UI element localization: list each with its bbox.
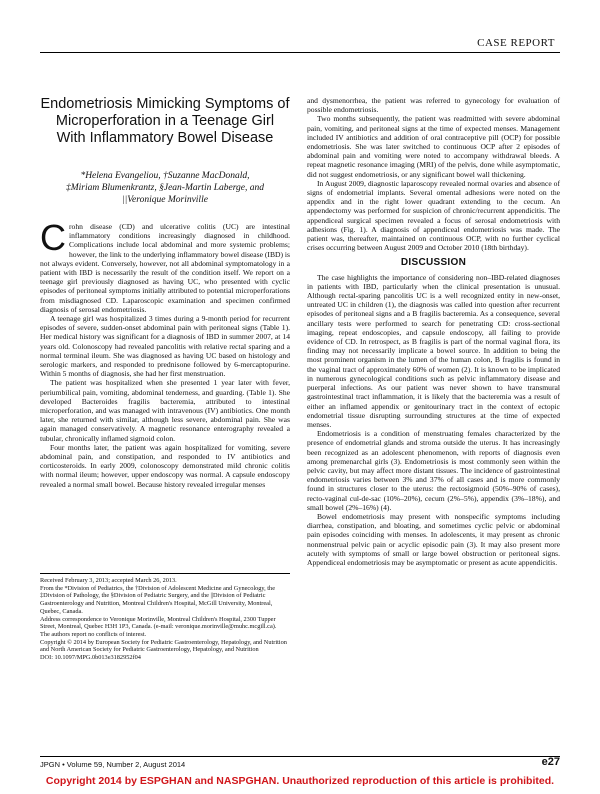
body-paragraph: Bowel endometriosis may present with nonspecific symptoms including diarrhea, constipation, and bloating, and sometimes cyclic pelvic or abdominal pain episodes coinciding with menses. In adolescents, it may present as chronic nonmenstrual pelvic pain or acyclic episodic pain (3). It may also present more acutely with symptoms of small or large bowel obstruction or peritoneal signs. Appendiceal endometriosis may be asymptomatic or present as acute appendicitis. [307, 511, 560, 567]
footnotes [40, 573, 290, 662]
header-rule [40, 52, 560, 53]
body-paragraph: Two months subsequently, the patient was readmitted with severe abdominal pain, vomiting, and peritoneal signs at the time of expected menses. Management included IV antibiotics and addition of oral contraceptive pill (OCP) for possible endometriosis. She was later switched to continuous OCP after 2 episodes of abdominal pain and vomiting were noted to accompany withdrawal bleeds. A repeat magnetic resonance imaging (MRI) of the pelvis, done while asymptomatic, did not suggest endometriosis, or any significant bowel wall thickening. [307, 114, 560, 179]
journal-citation: JPGN • Volume 59, Number 2, August 2014 [40, 760, 186, 769]
footnote: Received February 3, 2013; accepted March 26, 2013. [40, 577, 177, 584]
footnote: Copyright © 2014 by European Society for Pediatric Gastroenterology, Hepatology, and Nutrition and North American Society for Pediatric Gastroenterology, Hepatology, and Nutrition [40, 638, 287, 654]
drop-cap: C [40, 217, 66, 258]
section-label: CASE REPORT [477, 37, 555, 49]
right-column [307, 96, 560, 567]
abstract-text: rohn disease (CD) and ulcerative colitis (UC) are intestinal inflammatory conditions increasingly diagnosed in childhood. Complications include local abdominal and more systemic problems; however, the link to the underlying inflammatory bowel disease (IBD) is not always evident. Conversely, however, not all abdominal symptomatology in a patient with IBD is necessarily the result of the condition itself. We report on a teenage girl previously diagnosed as having UC, who presented with cyclic episodes of peritoneal symptoms initially attributed to potential microperforations from misdiagnosed CD. Laparoscopic examination and specimen confirmed diagnosis of serosal endometriosis. [40, 222, 290, 314]
footnote: Address correspondence to Veronique Morinville, Montreal Children's Hospital, 2300 Tupper Street, Montreal, Quebec H3H 1P3, Canada. (e-mail: veronique.morinville@muhc.mcgill.ca). [40, 615, 277, 631]
footnote: The authors report no conflicts of interest. [40, 630, 147, 638]
body-paragraph: Four months later, the patient was again hospitalized for vomiting, severe abdominal pain, and constipation, and responded to IV antibiotics and corticosteroids. In early 2009, colonoscopy demonstrated mild chronic colitis with normal ileum; however, upper endoscopy was normal. A capsule endoscopy revealed a normal small bowel. Because history revealed irregular menses [40, 442, 290, 489]
author-line: ‡Miriam Blumenkrantz, §Jean-Martin Laberge, and [65, 183, 265, 193]
article-title: Endometriosis Mimicking Symptoms of Microperforation in a Teenage Girl With Inflammatory Bowel Disease [40, 96, 290, 146]
discussion-heading: DISCUSSION [400, 257, 467, 269]
body-paragraph: The case highlights the importance of considering non–IBD-related diagnoses in patients with IBD, particularly when the clinical presentation is unusual. Although rectal-sparing pancolitis UC is a well recognized entity in new-onset, untreated UC in children (1), the diagnosis was called into question after recurrent episodes of peritoneal signs and a B fragilis bacteremia. As a consequence, several ancillary tests were performed to search for penetrating CD: cross-sectional imaging, repeat endoscopies, and capsule endoscopy, all failing to provide evidence of CD. In retrospect, as B fragilis is part of the normal vaginal flora, its finding may not necessarily implicate a bowel source. In addition to being the most prominent organism in the lumen of the human colon, B fragilis is found in the vaginal tract of approximately 60% of women (2). It is known to be implicated in numerous gynecological conditions such as pelvic inflammatory disease and puerperal infections. As our patient was never shown to have transmural gastrointestinal tract inflammation, it is likely that the bacteremia was a result of either an inflamed appendix or genitourinary tract in the context of ectopic endometrial tissue disrupting surrounding structures at the time of expected menses. [307, 272, 560, 429]
left-column [40, 217, 290, 489]
body-paragraph: The patient was hospitalized when she presented 1 year later with fever, periumbilical pain, vomiting, abdominal tenderness, and guarding. (Table 1). She developed Bacteroides fragilis bacteremia, attributed to intestinal microperforation, and was managed with intravenous (IV) antibiotics. One month later, she returned with similar, although less severe, abdominal pain. She was again managed conservatively. A magnetic resonance enterography revealed a tubular, chronically inflamed sigmoid colon. [40, 378, 290, 443]
body-paragraph: Endometriosis is a condition of menstruating females characterized by the presence of endometrial glands and stroma outside the uterus. It has increasingly been recognized as an adolescent phenomenon, with reports of diagnosis even among premenarchal girls (3). Endometriosis is most commonly seen within the pelvic cavity, but may affect more distant tissues. The incidence of gastrointestinal endometriosis varies between 3% and 37% of all cases and is more commonly found in structures closer to the uterus: the rectosigmoid (50%–90% of cases), recto-vaginal cul-de-sac (10%–20%), cecum (2%–5%), appendix (3%–18%), and small bowel (2%–16%) (4). [307, 429, 560, 512]
copyright-notice: Copyright 2014 by ESPGHAN and NASPGHAN. Unauthorized reproduction of this article is prohibited. [45, 775, 555, 787]
body-paragraph: and dysmenorrhea, the patient was referred to gynecology for evaluation of possible endometriosis. [307, 96, 560, 115]
footnote: DOI: 10.1097/MPG.0b013e3182952f04 [40, 654, 141, 662]
author-line: *Helena Evangeliou, †Suzanne MacDonald, [80, 171, 250, 181]
author-line: ||Veronique Morinville [122, 195, 208, 205]
body-paragraph: A teenage girl was hospitalized 3 times during a 9-month period for recurrent episodes of severe, sudden-onset abdominal pain with peritoneal signs (Table 1). Her medical history was significant for a diagnosis of IBD in summer 2007, at 14 years old. Colonoscopy had revealed pancolitis with relative rectal sparing and a normal terminal ileum. She was diagnosed as having UC based on histology and serologic markers, and responded to prednisone followed by 6-mercaptopurine. Within 5 months of diagnosis, she had her first menstruation. [40, 314, 290, 379]
footer-rule [40, 756, 560, 757]
author-list [40, 170, 290, 206]
page-number: e27 [541, 756, 560, 768]
abstract [40, 217, 290, 314]
footnote: From the *Division of Pediatrics, the †Division of Adolescent Medicine and Gynecology, the ‡Division of Pathology, the §Division of Pediatric Surgery, and the ||Division of Pediatric Gastroenterology and Nutrition, Montreal Children's Hospital, McGill University, Montreal, Quebec, Canada. [40, 584, 275, 615]
body-paragraph: In August 2009, diagnostic laparoscopy revealed normal ovaries and absence of signs of endometrial implants. Several omental adhesions were noted on the appendix and in the right lower quadrant extending to the cecum. An appendectomy was performed for suspicion of chronic/recurrent appendicitis. The appendiceal surgical specimen revealed a focus of serosal endometriosis with adhesions (Fig. 1). A diagnosis of appendiceal endometriosis was made. The patient was, thereafter, maintained on continuous OCP, with no further cyclical crises occurring between August 2009 and October 2010 (18th birthday). [307, 178, 560, 253]
